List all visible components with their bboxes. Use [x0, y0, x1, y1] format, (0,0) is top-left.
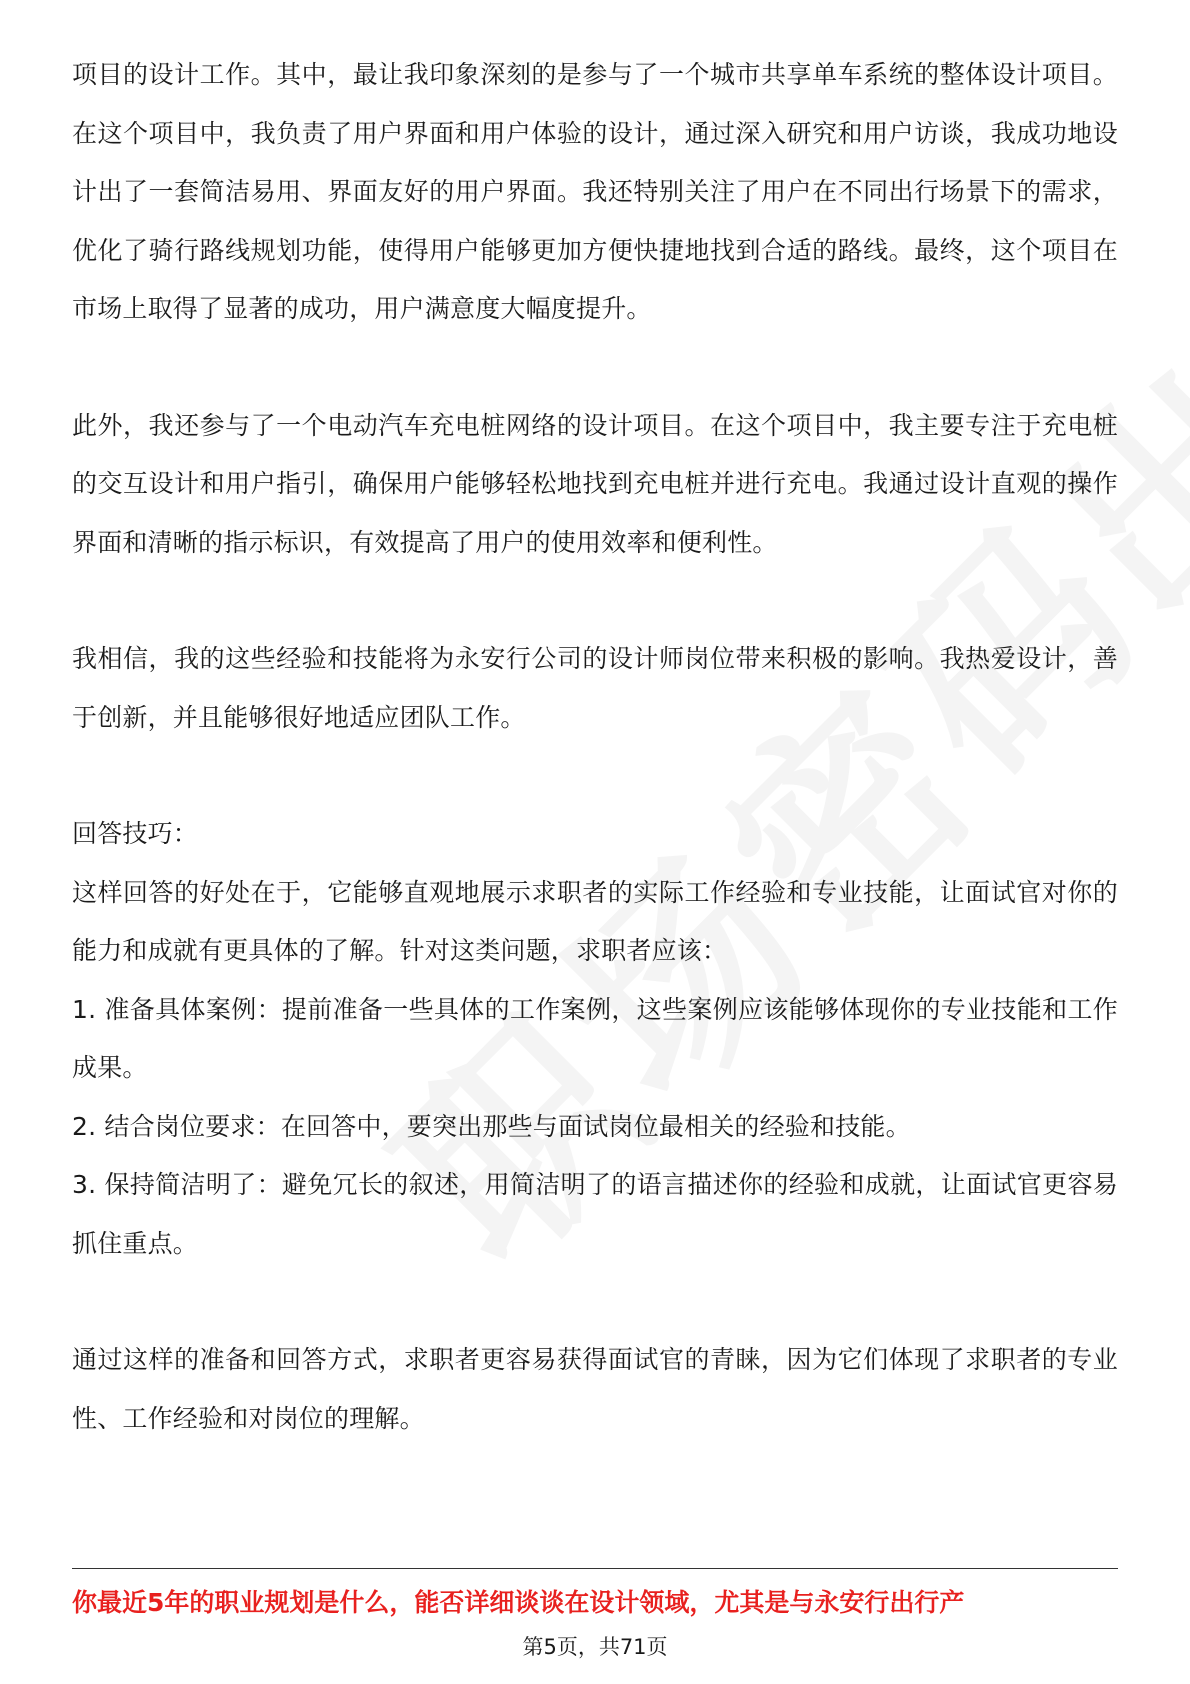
section-divider	[72, 1568, 1118, 1569]
paragraph-project-charging: 此外，我还参与了一个电动汽车充电桩网络的设计项目。在这个项目中，我主要专注于充电桩的交互设计和用户指引，确保用户能够轻松地找到充电桩并进行充电。我通过设计直观的操作界面和清晰的指示标识，有效提高了用户的使用效率和便利性。	[72, 410, 1118, 557]
paragraph-gap	[72, 1273, 1118, 1331]
next-question-heading: 你最近5年的职业规划是什么，能否详细谈谈在设计领域，尤其是与永安行出行产	[72, 1588, 965, 1617]
tips-item-2: 2. 结合岗位要求：在回答中，要突出那些与面试岗位最相关的经验和技能。	[72, 1111, 911, 1141]
page-content	[72, 46, 1118, 1448]
page-number: 第5页，共71页	[522, 1635, 668, 1659]
tips-intro: 这样回答的好处在于，它能够直观地展示求职者的实际工作经验和专业技能，让面试官对你的能力和成就有更具体的了解。针对这类问题，求职者应该：	[72, 877, 1118, 965]
paragraph-gap	[72, 747, 1118, 805]
tips-item-3: 3. 保持简洁明了：避免冗长的叙述，用简洁明了的语言描述你的经验和成就，让面试官更容易抓住重点。	[72, 1170, 1118, 1258]
tips-heading: 回答技巧：	[72, 819, 199, 848]
tips-item-1: 1. 准备具体案例：提前准备一些具体的工作案例，这些案例应该能够体现你的专业技能和工作成果。	[72, 994, 1118, 1082]
paragraph-project-bikeshare: 项目的设计工作。其中，最让我印象深刻的是参与了一个城市共享单车系统的整体设计项目。在这个项目中，我负责了用户界面和用户体验的设计，通过深入研究和用户访谈，我成功地设计出了一套简洁易用、界面友好的用户界面。我还特别关注了用户在不同出行场景下的需求，优化了骑行路线规划功能，使得用户能够更加方便快捷地找到合适的路线。最终，这个项目在市场上取得了显著的成功，用户满意度大幅度提升。	[72, 60, 1118, 323]
paragraph-gap	[72, 572, 1118, 630]
paragraph-conclusion: 通过这样的准备和回答方式，求职者更容易获得面试官的青睐，因为它们体现了求职者的专业性、工作经验和对岗位的理解。	[72, 1345, 1118, 1433]
paragraph-belief: 我相信，我的这些经验和技能将为永安行公司的设计师岗位带来积极的影响。我热爱设计，善于创新，并且能够很好地适应团队工作。	[72, 644, 1118, 732]
paragraph-gap	[72, 339, 1118, 397]
